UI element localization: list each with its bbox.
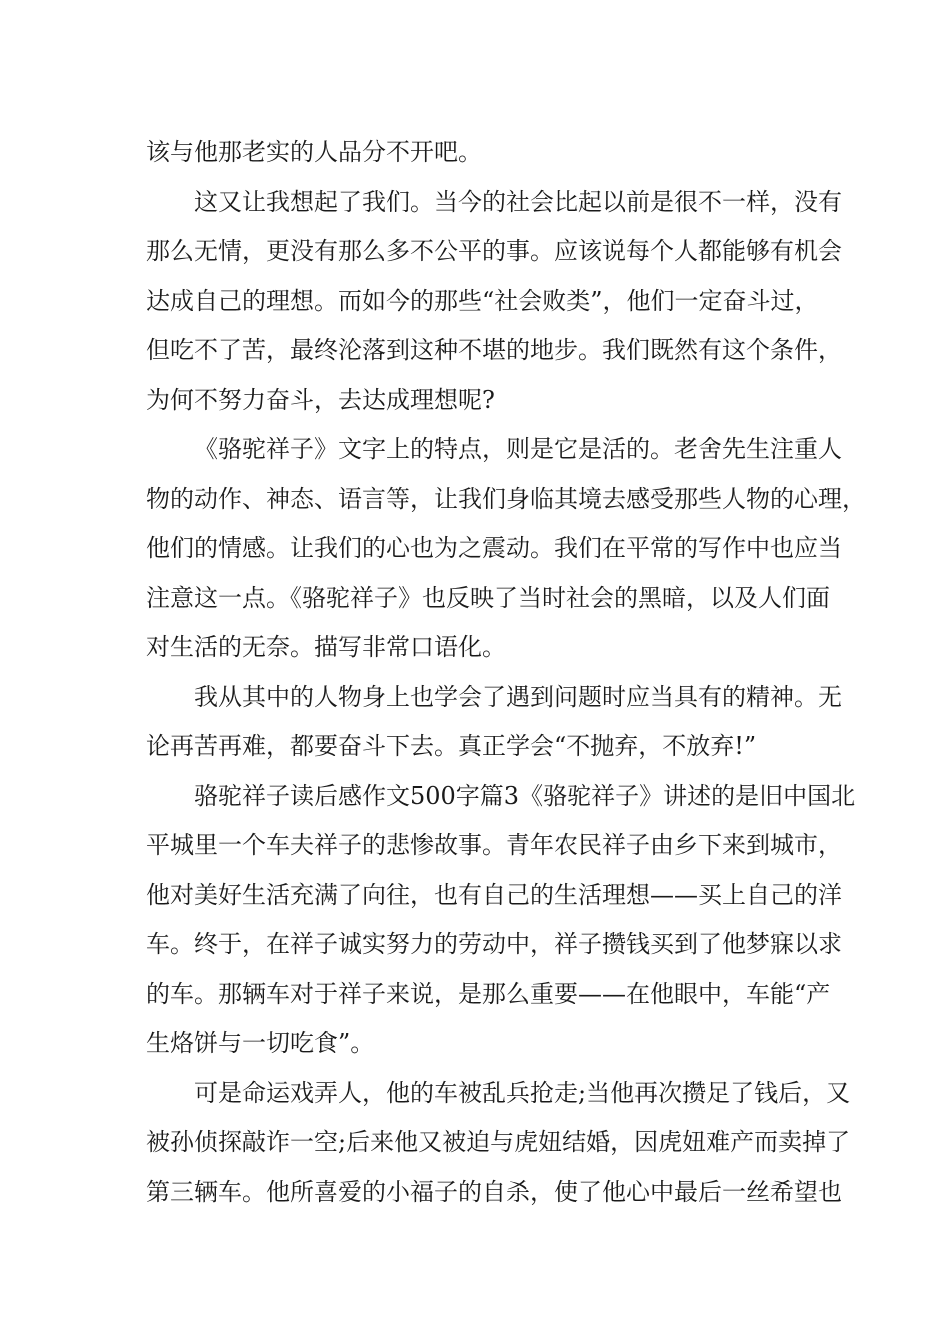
text-line: 他对美好生活充满了向往，也有自己的生活理想——买上自己的洋 bbox=[146, 880, 842, 909]
text-line: 物的动作、神态、语言等，让我们身临其境去感受那些人物的心理， bbox=[146, 484, 866, 513]
text-line: 的车。那辆车对于祥子来说，是那么重要——在他眼中，车能“产 bbox=[146, 979, 831, 1008]
text-line: 对生活的无奈。描写非常口语化。 bbox=[146, 633, 506, 661]
body-text bbox=[146, 128, 866, 1217]
text-line: 但吃不了苦，最终沦落到这种不堪的地步。我们既然有这个条件， bbox=[146, 336, 842, 364]
text-line: 可是命运戏弄人，他的车被乱兵抢走;当他再次攒足了钱后，又 bbox=[194, 1078, 851, 1107]
text-line: 达成自己的理想。而如今的那些“社会败类”，他们一定奋斗过， bbox=[146, 286, 819, 315]
text-line: 论再苦再难，都要奋斗下去。真正学会“不抛弃，不放弃!” bbox=[146, 732, 757, 760]
text-line: 平城里一个车夫祥子的悲惨故事。青年农民祥子由乡下来到城市， bbox=[146, 831, 842, 859]
text-line: 被孙侦探敲诈一空;后来他又被迫与虎妞结婚，因虎妞难产而卖掉了 bbox=[146, 1128, 851, 1156]
text-line: 车。终于，在祥子诚实努力的劳动中，祥子攒钱买到了他梦寐以求 bbox=[146, 930, 842, 958]
text-line: 注意这一点。《骆驼祥子》也反映了当时社会的黑暗，以及人们面 bbox=[146, 583, 830, 612]
text-line: 我从其中的人物身上也学会了遇到问题时应当具有的精神。无 bbox=[194, 682, 842, 711]
text-line: 第三辆车。他所喜爱的小福子的自杀，使了他心中最后一丝希望也 bbox=[146, 1177, 842, 1206]
text-line: 该与他那老实的人品分不开吧。 bbox=[146, 138, 482, 166]
text-line: 他们的情感。让我们的心也为之震动。我们在平常的写作中也应当 bbox=[146, 534, 842, 562]
text-line: 《骆驼祥子》文字上的特点，则是它是活的。老舍先生注重人 bbox=[194, 435, 842, 463]
text-line: 这又让我想起了我们。当今的社会比起以前是很不一样，没有 bbox=[194, 187, 842, 216]
text-line: 那么无情，更没有那么多不公平的事。应该说每个人都能够有机会 bbox=[146, 237, 842, 265]
text-line: 生烙饼与一切吃食”。 bbox=[146, 1029, 375, 1057]
text-line: 骆驼祥子读后感作文500字篇3《骆驼祥子》讲述的是旧中国北 bbox=[194, 781, 856, 810]
text-line: 为何不努力奋斗，去达成理想呢? bbox=[146, 385, 495, 414]
